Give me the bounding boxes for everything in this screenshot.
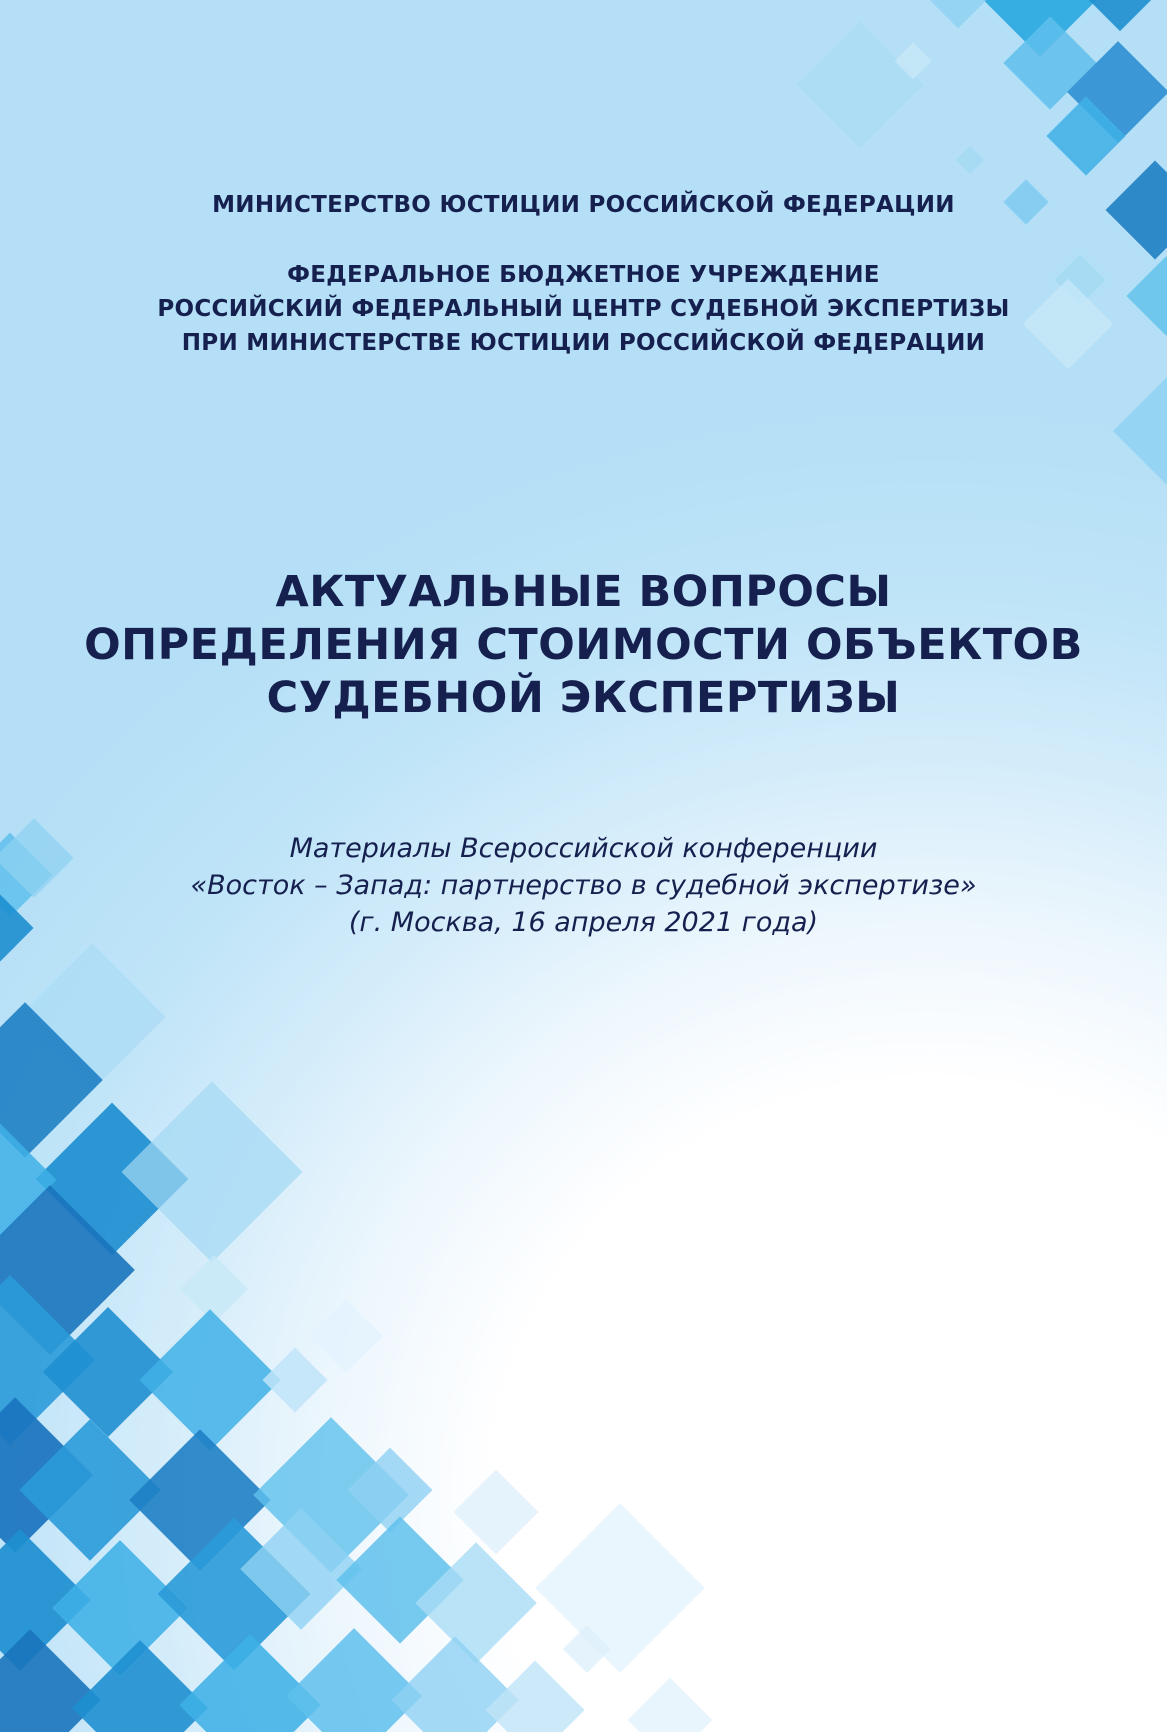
conference-subtitle (0, 830, 1167, 941)
subtitle-line-1: Материалы Всероссийской конференции (289, 833, 878, 864)
institution-line-2: РОССИЙСКИЙ ФЕДЕРАЛЬНЫЙ ЦЕНТР СУДЕБНОЙ ЭКСПЕРТИЗЫ (157, 296, 1010, 322)
ministry-heading: МИНИСТЕРСТВО ЮСТИЦИИ РОССИЙСКОЙ ФЕДЕРАЦИИ (212, 192, 955, 218)
institution-heading (0, 258, 1167, 360)
book-title-line-1: АКТУАЛЬНЫЕ ВОПРОСЫ (275, 567, 892, 617)
institution-line-1: ФЕДЕРАЛЬНОЕ БЮДЖЕТНОЕ УЧРЕЖДЕНИЕ (287, 262, 880, 288)
book-title-line-3: СУДЕБНОЙ ЭКСПЕРТИЗЫ (266, 673, 901, 723)
book-title-line-2: ОПРЕДЕЛЕНИЯ СТОИМОСТИ ОБЪЕКТОВ (84, 620, 1083, 670)
subtitle-line-3: (г. Москва, 16 апреля 2021 года) (348, 907, 819, 938)
book-title (0, 566, 1167, 725)
subtitle-line-2: «Восток – Запад: партнерство в судебной экспертизе» (190, 870, 977, 901)
institution-line-3: ПРИ МИНИСТЕРСТВЕ ЮСТИЦИИ РОССИЙСКОЙ ФЕДЕРАЦИИ (181, 330, 986, 356)
